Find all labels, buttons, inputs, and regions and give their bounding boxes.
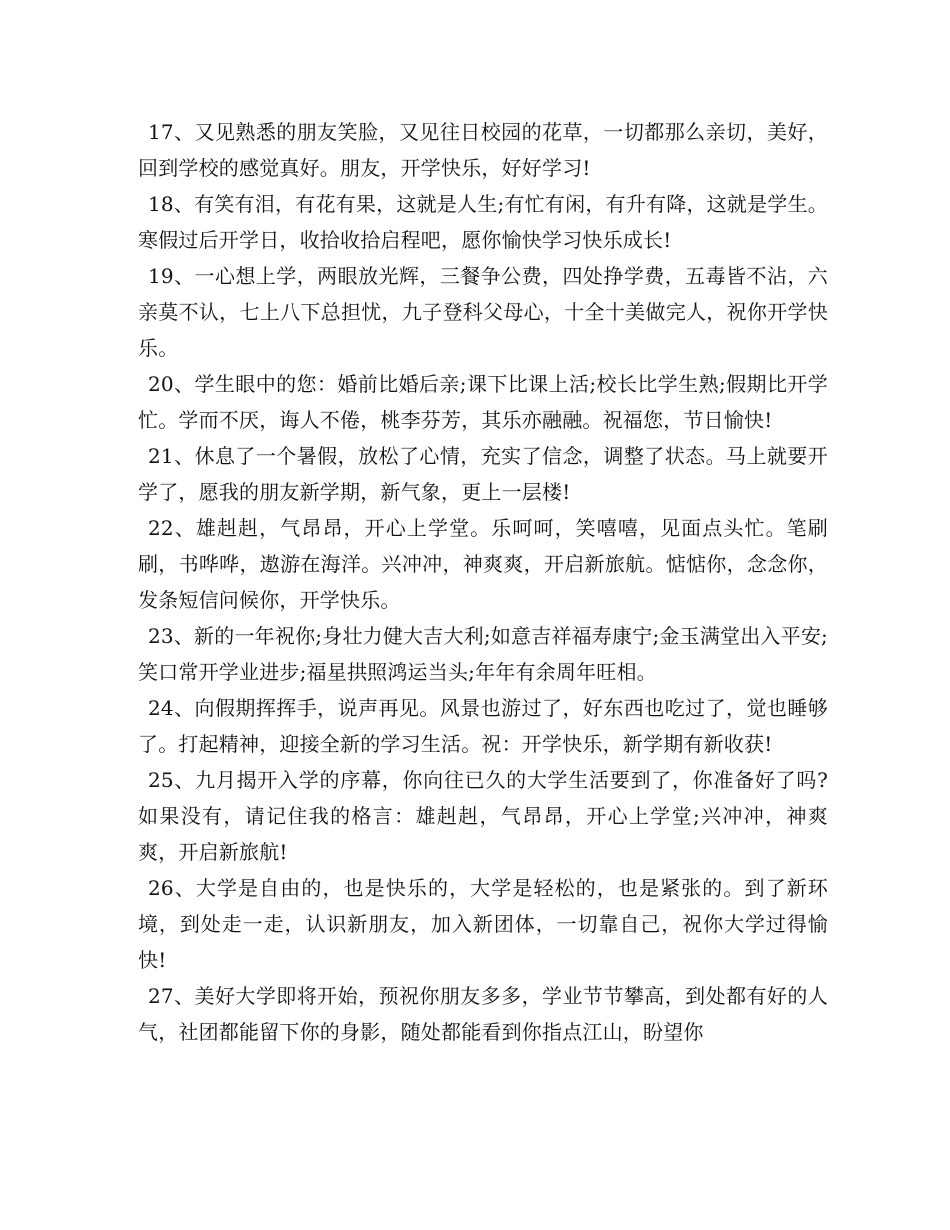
paragraph-22: 22、雄赳赳，气昂昂，开心上学堂。乐呵呵，笑嘻嘻，见面点头忙。笔刷刷，书哗哗，遨游在海洋。兴冲冲，神爽爽，开启新旅航。惦惦你，念念你，发条短信问候你，开学快乐。 bbox=[138, 516, 828, 612]
paragraph-20: 20、学生眼中的您：婚前比婚后亲;课下比课上活;校长比学生熟;假期比开学忙。学而不厌，诲人不倦，桃李芬芳，其乐亦融融。祝福您，节日愉快! bbox=[138, 372, 828, 432]
document-body bbox=[138, 114, 828, 1050]
paragraph-25: 25、九月揭开入学的序幕，你向往已久的大学生活要到了，你准备好了吗?如果没有，请记住我的格言：雄赳赳，气昂昂，开心上学堂;兴冲冲，神爽爽，开启新旅航! bbox=[138, 768, 828, 864]
paragraph-17: 17、又见熟悉的朋友笑脸，又见往日校园的花草，一切都那么亲切，美好，回到学校的感觉真好。朋友，开学快乐，好好学习! bbox=[138, 120, 828, 180]
paragraph-26: 26、大学是自由的，也是快乐的，大学是轻松的，也是紧张的。到了新环境，到处走一走，认识新朋友，加入新团体，一切靠自己，祝你大学过得愉快! bbox=[138, 876, 828, 972]
paragraph-21: 21、休息了一个暑假，放松了心情，充实了信念，调整了状态。马上就要开学了，愿我的朋友新学期，新气象，更上一层楼! bbox=[138, 444, 828, 504]
paragraph-18: 18、有笑有泪，有花有果，这就是人生;有忙有闲，有升有降，这就是学生。寒假过后开学日，收拾收拾启程吧，愿你愉快学习快乐成长! bbox=[138, 192, 828, 252]
paragraph-23: 23、新的一年祝你;身壮力健大吉大利;如意吉祥福寿康宁;金玉满堂出入平安;笑口常开学业进步;福星拱照鸿运当头;年年有余周年旺相。 bbox=[138, 624, 828, 684]
paragraph-19: 19、一心想上学，两眼放光辉，三餐争公费，四处挣学费，五毒皆不沾，六亲莫不认，七上八下总担忧，九子登科父母心，十全十美做完人，祝你开学快乐。 bbox=[138, 264, 828, 360]
paragraph-24: 24、向假期挥挥手，说声再见。风景也游过了，好东西也吃过了，觉也睡够了。打起精神，迎接全新的学习生活。祝：开学快乐，新学期有新收获! bbox=[138, 696, 828, 756]
paragraph-27: 27、美好大学即将开始，预祝你朋友多多，学业节节攀高，到处都有好的人气，社团都能留下你的身影，随处都能看到你指点江山，盼望你 bbox=[138, 984, 828, 1044]
